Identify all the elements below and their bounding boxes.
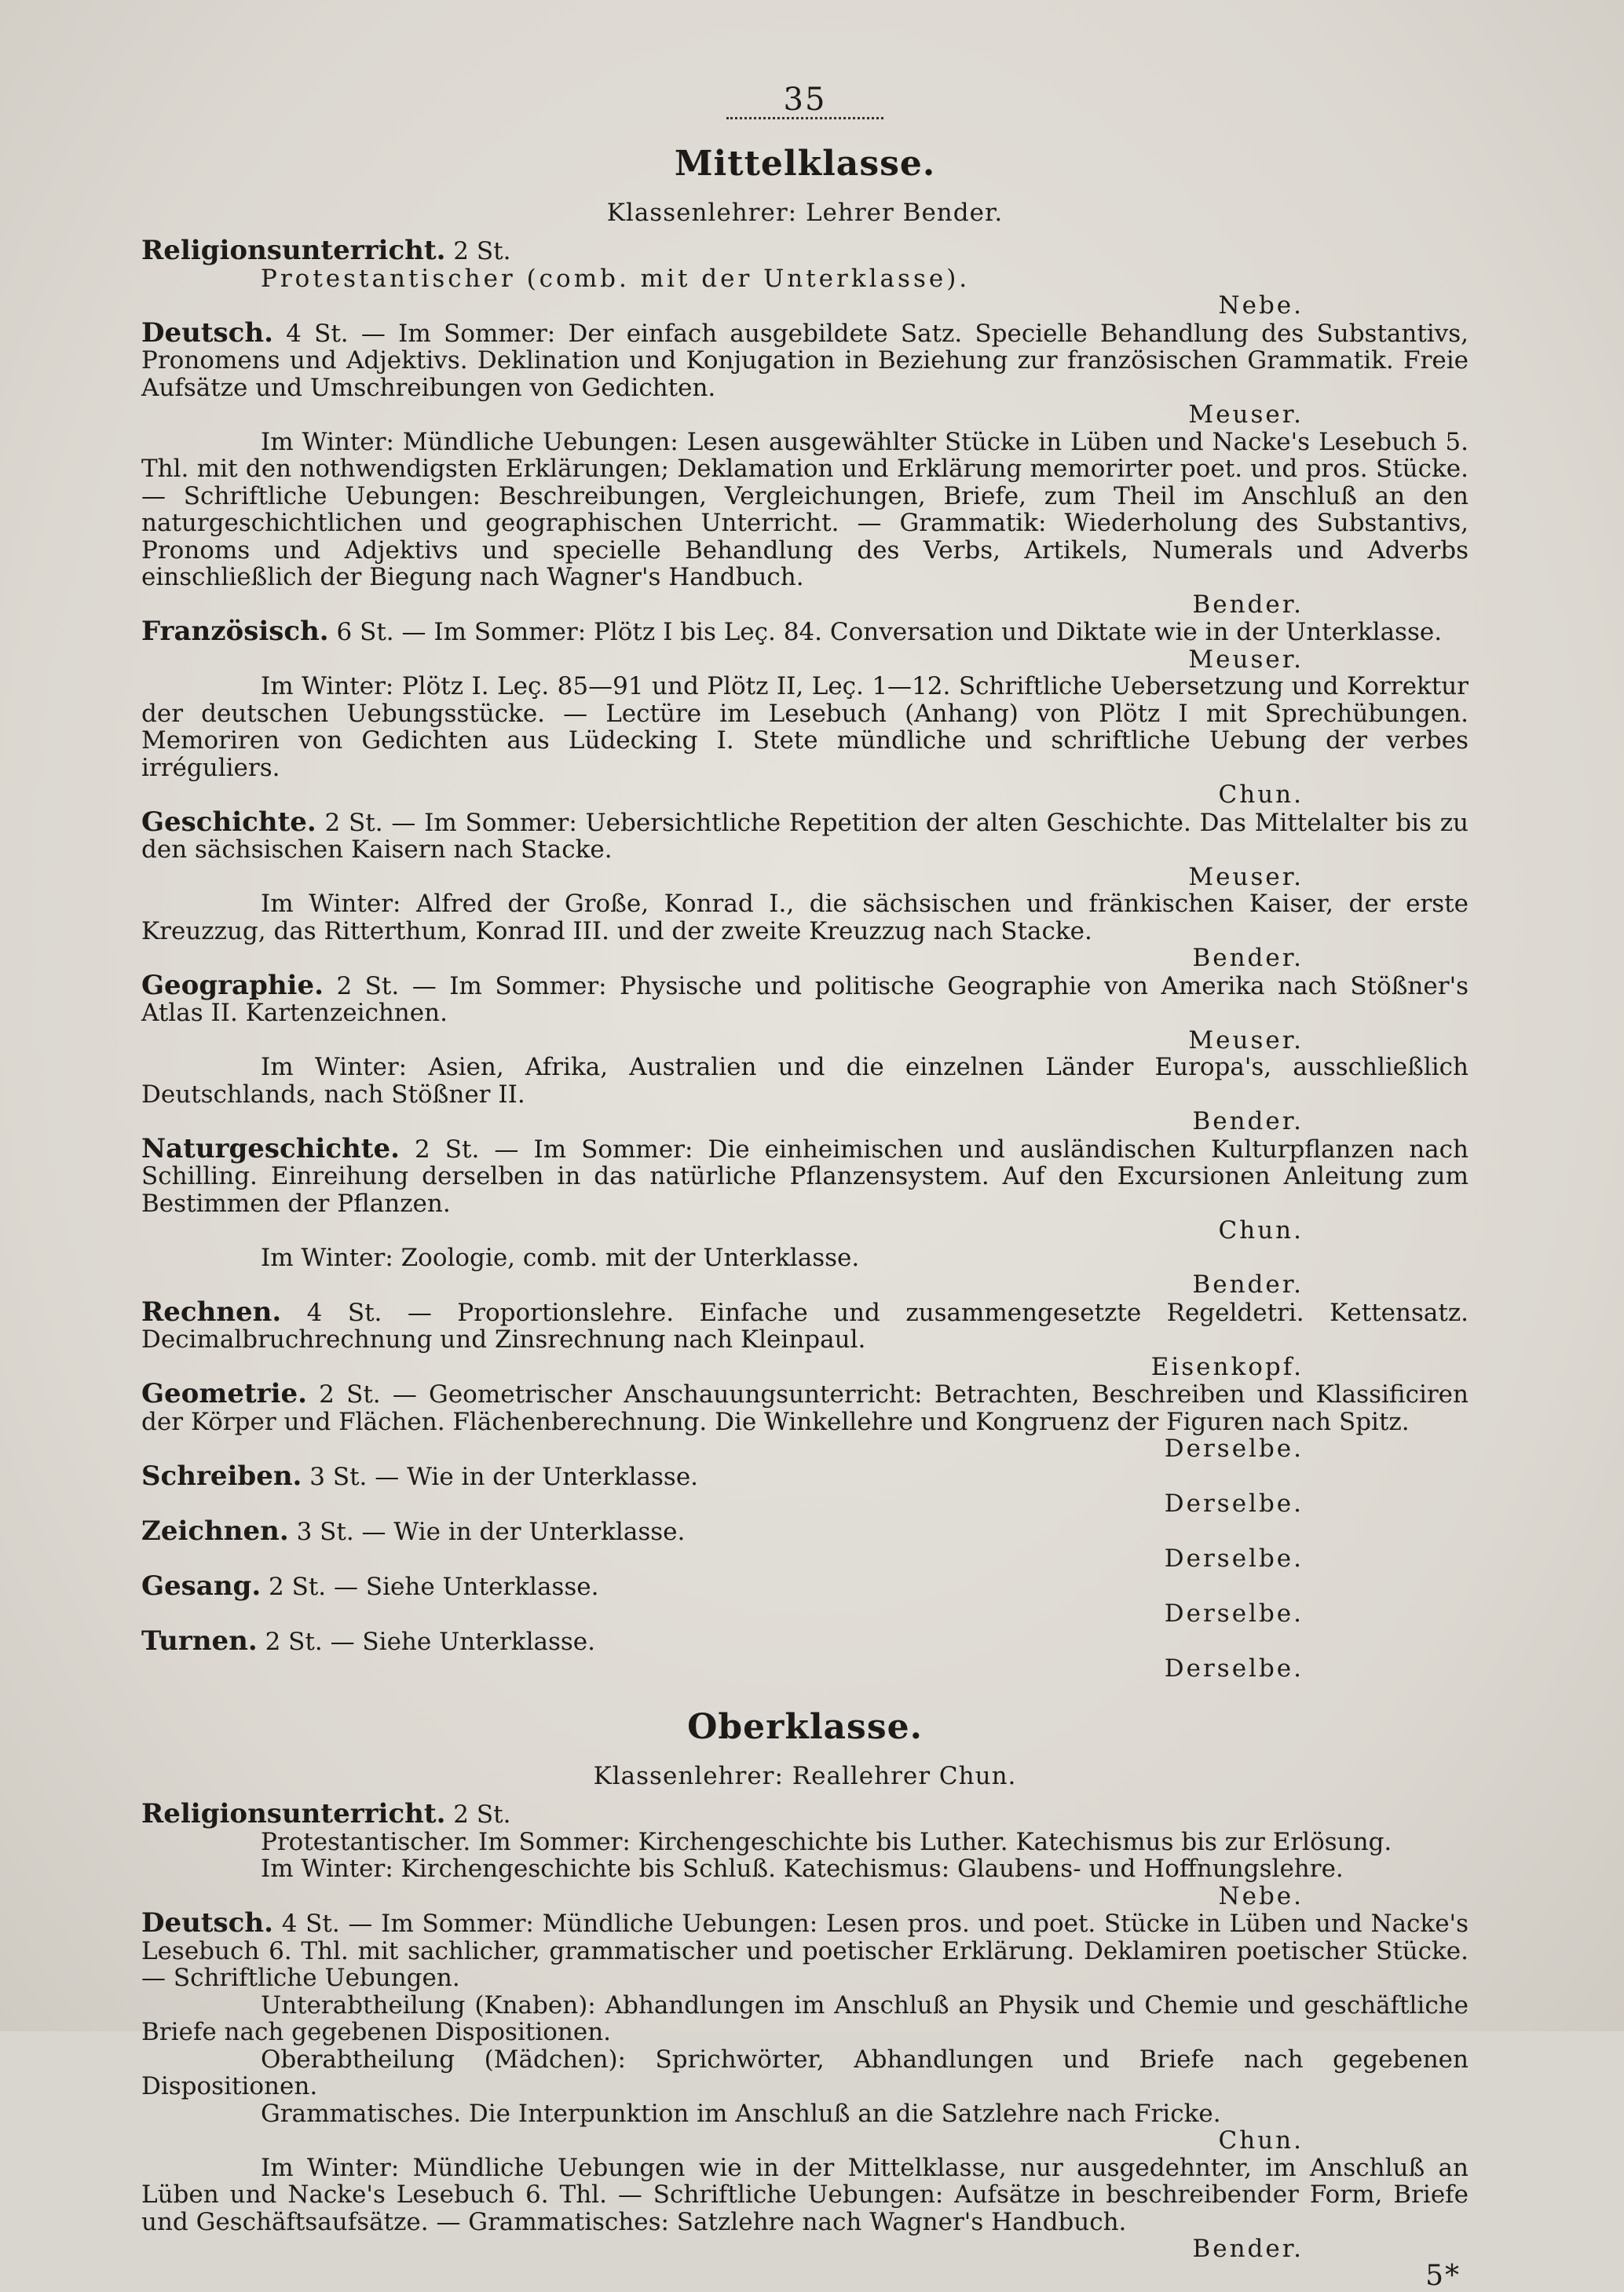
subject-geschichte-mittel [141,806,1469,864]
page-content [141,82,1469,2292]
subject-religion-ober [141,1800,1469,1829]
subject-heading: Geometrie. [141,1378,307,1409]
teacher-signature: Chun. [1218,780,1304,809]
teacher-signature: Chun. [1218,2126,1304,2155]
teacher-signature: Derselbe. [1164,1490,1304,1518]
section-title-mittelklasse: Mittelklasse. [674,143,936,184]
teacher-signature: Meuser. [1188,1025,1304,1055]
teacher-signature: Derselbe. [1164,1599,1304,1628]
teacher-signature: Bender. [1192,1270,1304,1299]
page-number: 35 [783,82,827,118]
subject-winter-text: Im Winter: Kirchengeschichte bis Schluß. Katechismus: Glaubens- und Hoffnungslehre. [261,1855,1344,1883]
subject-text: 3 St. — Wie in der Unterklasse. [309,1462,699,1491]
subject-subsection: Grammatisches. Die Interpunktion im Anschluß an die Satzlehre nach Fricke. [261,2099,1221,2128]
subject-heading: Zeichnen. [141,1515,289,1547]
subject-text: 2 St. — Im Sommer: Uebersichtliche Repetition der alten Geschichte. Das Mittelalter bis zu den sächsischen Kaisern nach Stacke. [141,808,1469,864]
subject-rechnen-mittel [141,1296,1469,1354]
subject-hours: 2 St. [453,237,511,265]
teacher-signature: Derselbe. [1164,1435,1304,1463]
subject-text: 2 St. — Siehe Unterklasse. [265,1627,596,1656]
teacher-signature: Derselbe. [1164,1544,1304,1573]
subject-heading: Gesang. [141,1570,262,1602]
subject-geographie-mittel [141,969,1469,1027]
teacher-signature: Derselbe. [1164,1654,1304,1683]
subject-heading: Schreiben. [141,1460,302,1492]
subject-subsection: Oberabtheilung (Mädchen): Sprichwörter, Abhandlungen und Briefe nach gegebenen Dispositionen. [141,2045,1469,2100]
subject-winter-text: Im Winter: Mündliche Uebungen wie in der Mittelklasse, nur ausgedehnter, im Anschluß an Lüben und Nacke's Lesebuch 6. Thl. — Schriftliche Uebungen: Aufsätze in beschreibender Form, Briefe und Geschäftsaufsätze. — Grammatisches: Satzlehre nach Wagner's Handbuch. [141,2153,1469,2236]
class-teacher-oberklasse: Klassenlehrer: Reallehrer Chun. [593,1761,1017,1790]
subject-heading: Rechnen. [141,1296,282,1328]
subject-winter-text: Im Winter: Asien, Afrika, Australien und die einzelnen Länder Europa's, ausschließlich Deutschlands, nach Stößner II. [141,1053,1469,1109]
subject-text: Protestantischer. Im Sommer: Kirchengeschichte bis Luther. Katechismus bis zur Erlösung. [261,1827,1392,1856]
subject-winter-text: Im Winter: Zoologie, comb. mit der Unterklasse. [261,1243,860,1272]
subject-text: 4 St. — Im Sommer: Der einfach ausgebildete Satz. Specielle Behandlung des Substantivs, Pronomens und Adjektivs. Deklination und Konjugation in Beziehung zur französischen Grammatik. Freie Aufsätze und Umschreibungen von Gedichten. [141,319,1469,402]
subject-heading: Naturgeschichte. [141,1132,400,1164]
subject-winter-text: Im Winter: Alfred der Große, Konrad I., die sächsischen und fränkischen Kaiser, der erste Kreuzzug, das Ritterthum, Konrad III. und der zweite Kreuzzug nach Stacke. [141,890,1469,945]
subject-hours: 2 St. [453,1800,511,1829]
subject-text: 2 St. — Im Sommer: Die einheimischen und ausländischen Kulturpflanzen nach Schilling. Einreihung derselben in das natürliche Pflanzensystem. Auf den Excursionen Anleitung zum Bestimmen der Pflanzen. [141,1135,1469,1218]
subject-heading: Turnen. [141,1625,258,1657]
teacher-signature: Bender. [1192,944,1304,972]
subject-text: 4 St. — Proportionslehre. Einfache und zusammengesetzte Regeldetri. Kettensatz. Decimalbruchrechnung und Zinsrechnung nach Kleinpaul. [141,1298,1469,1354]
subject-heading: Religionsunterricht. [141,1798,446,1830]
subject-gesang-mittel [141,1570,1469,1602]
subject-franzoesisch-mittel [141,618,1469,646]
subject-geometrie-mittel [141,1380,1469,1435]
subject-religion-mittel [141,237,1469,265]
teacher-signature: Bender. [1192,2235,1304,2263]
teacher-signature: Nebe. [1218,1881,1304,1910]
class-teacher-mittelklasse: Klassenlehrer: Lehrer Bender. [606,198,1004,227]
subject-deutsch-mittel [141,316,1469,402]
teacher-signature: Bender. [1192,1107,1304,1135]
subject-text: 3 St. — Wie in der Unterklasse. [296,1517,686,1546]
subject-heading: Französisch. [141,616,329,647]
subject-heading: Deutsch. [141,316,273,349]
subject-schreiben-mittel [141,1460,1469,1492]
teacher-signature: Meuser. [1188,400,1304,429]
subject-text: 6 St. — Im Sommer: Plötz I bis Leç. 84. Conversation und Diktate wie in der Unterklasse. [336,618,1443,646]
subject-turnen-mittel [141,1625,1469,1657]
subject-subsection: Unterabtheilung (Knaben): Abhandlungen im Anschluß an Physik und Chemie und geschäftliche Briefe nach gegebenen Dispositionen. [141,1990,1469,2046]
teacher-signature: Eisenkopf. [1150,1352,1304,1381]
subject-heading: Geschichte. [141,806,316,838]
subject-zeichnen-mittel [141,1515,1469,1547]
subject-deutsch-ober [141,1907,1469,1992]
subject-naturgeschichte-mittel [141,1132,1469,1218]
subject-text: Protestantischer (comb. mit der Unterklasse). [261,264,971,293]
section-title-oberklasse: Oberklasse. [687,1706,923,1747]
teacher-signature: Chun. [1218,1216,1304,1245]
subject-text: 2 St. — Im Sommer: Physische und politische Geographie von Amerika nach Stößner's Atlas II. Kartenzeichnen. [141,971,1469,1027]
subject-heading: Religionsunterricht. [141,235,446,266]
teacher-signature: Nebe. [1218,291,1304,320]
teacher-signature: Meuser. [1188,645,1304,674]
subject-winter-text: Im Winter: Mündliche Uebungen: Lesen ausgewählter Stücke in Lüben und Nacke's Lesebuch 5. Thl. mit den nothwendigsten Erklärungen; Deklamation und Erklärung memorirter poet. und pros. Stücke. — Schriftliche Uebungen: Beschreibungen, Vergleichungen, Briefe, zum Theil im Anschluß an den naturgeschichtlichen und geographischen Unterricht. — Grammatik: Wiederholung des Substantivs, Pronoms und Adjektivs und specielle Behandlung des Verbs, Artikels, Numerals und Adverbs einschließlich der Biegung nach Wagner's Handbuch. [141,427,1469,591]
subject-winter-text: Im Winter: Plötz I. Leç. 85—91 und Plötz II, Leç. 1—12. Schriftliche Uebersetzung und Korrektur der deutschen Uebungsstücke. — Lectüre im Lesebuch (Anhang) von Plötz I mit Sprechübungen. Memoriren von Gedichten aus Lüdecking I. Stete mündliche und schriftliche Uebung der verbes irréguliers. [141,672,1469,782]
subject-text: 4 St. — Im Sommer: Mündliche Uebungen: Lesen pros. und poet. Stücke in Lüben und Nacke's Lesebuch 6. Thl. mit sachlicher, grammatischer und poetischer Erklärung. Deklamiren poetischer Stücke. — Schriftliche Uebungen. [141,1910,1469,1992]
teacher-signature: Meuser. [1188,862,1304,891]
signature-mark: 5* [1425,2259,1461,2292]
teacher-signature: Bender. [1192,590,1304,619]
subject-heading: Geographie. [141,969,324,1001]
subject-text: 2 St. — Geometrischer Anschauungsunterricht: Betrachten, Beschreiben und Klassificiren der Körper und Flächen. Flächenberechnung. Die Winkellehre und Kongruenz der Figuren nach Spitz. [141,1380,1469,1436]
subject-heading: Deutsch. [141,1907,273,1939]
subject-text: 2 St. — Siehe Unterklasse. [269,1572,599,1601]
